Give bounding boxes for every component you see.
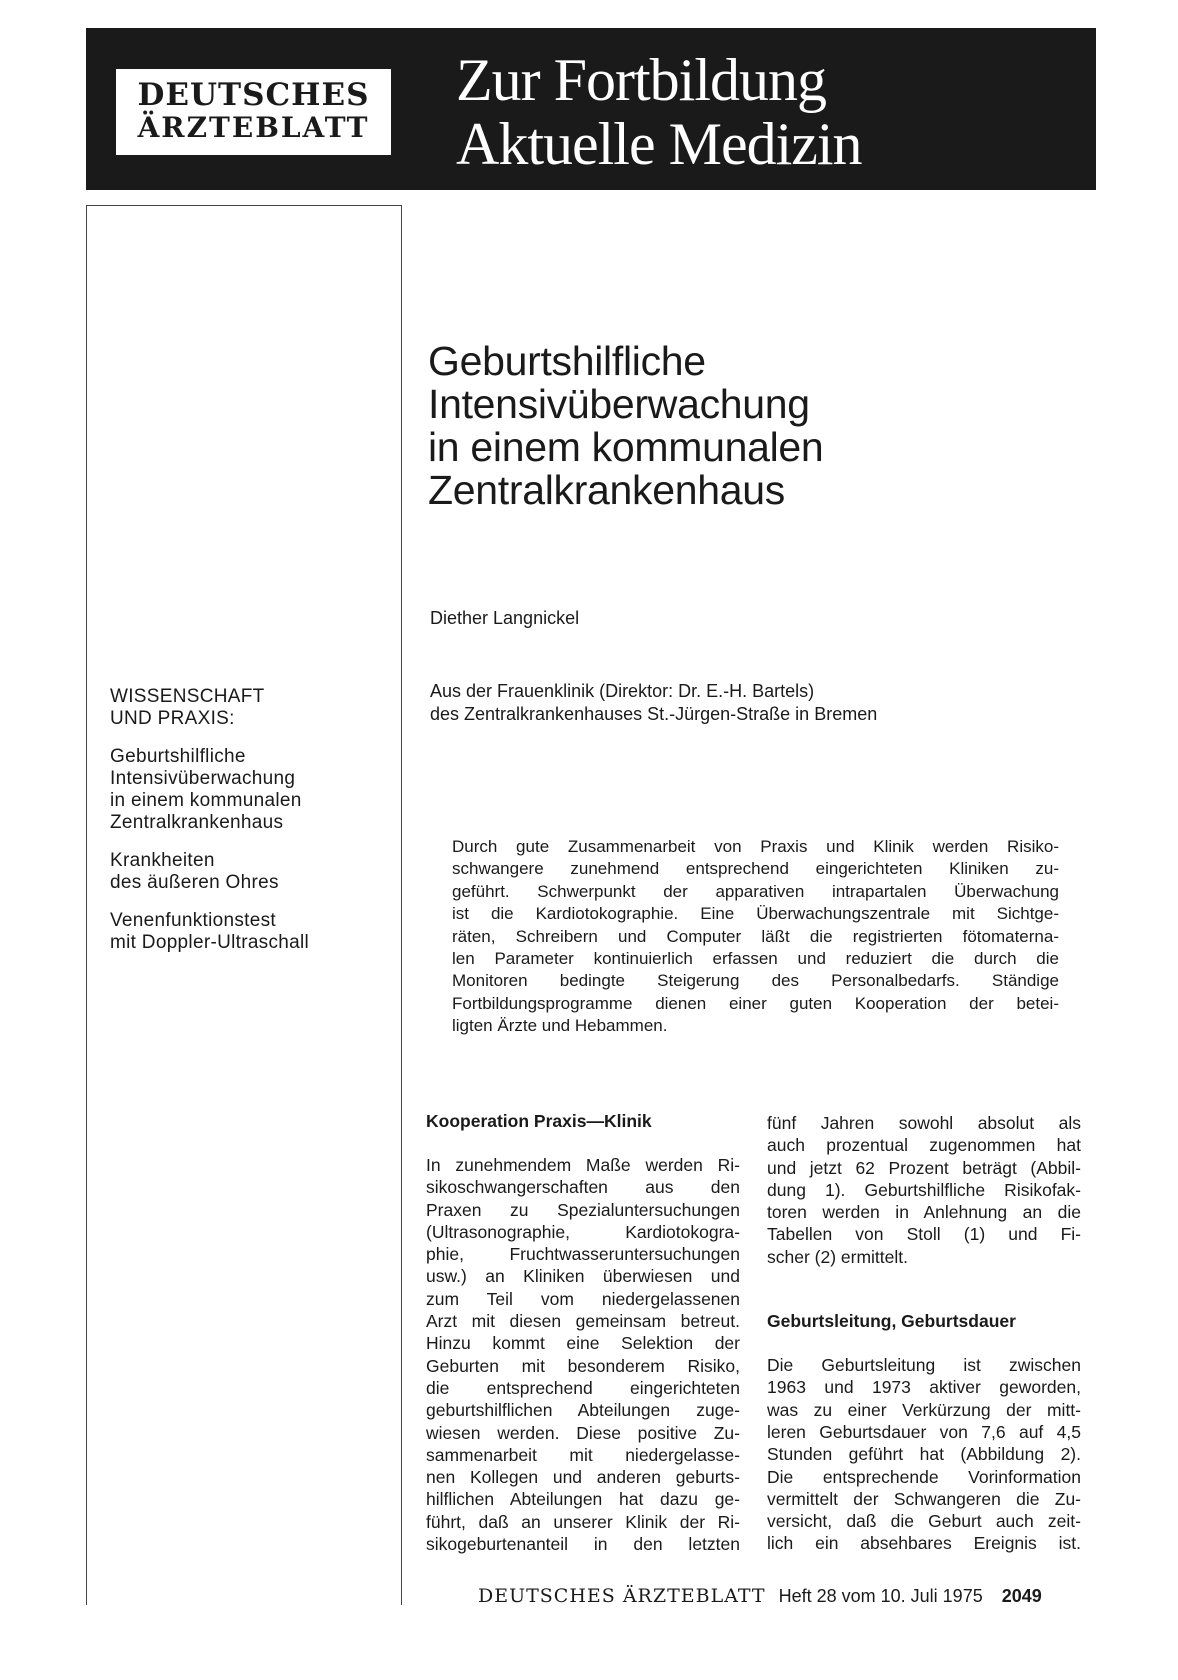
sidebar-item-line: Venenfunktionstest (110, 910, 276, 931)
section-title-line-1: Zur Fortbildung (456, 47, 826, 113)
body-line: geburtshilflichen Abteilungen zuge- (426, 1400, 740, 1421)
sidebar-item-line: Zentralkrankenhaus (110, 812, 284, 833)
body-line: 1963 und 1973 aktiver geworden, (767, 1377, 1081, 1398)
body-line: zum Teil vom niedergelassenen (426, 1288, 740, 1309)
logo-line-1: DEUTSCHES (137, 77, 370, 113)
affiliation (430, 680, 877, 726)
sidebar-item-ohr (110, 850, 400, 894)
sidebar-heading-line: UND PRAXIS: (110, 708, 235, 729)
sidebar-item-line: des äußeren Ohres (110, 872, 279, 893)
footer-publication: DEUTSCHES ÄRZTEBLATT (478, 1585, 766, 1607)
sidebar-heading-line: WISSENSCHAFT (110, 686, 265, 707)
abstract-line: Fortbildungsprogramme dienen einer guten Kooperation der betei- (452, 993, 1059, 1013)
body-line: phie, Fruchtwasseruntersuchungen (426, 1244, 740, 1265)
article-title-line: Intensivüberwachung (428, 381, 810, 427)
sidebar-item-geburtshilfe (110, 746, 400, 834)
logo-line-2: ÄRZTEBLATT (137, 111, 370, 144)
abstract-line: ligten Ärzte und Hebammen. (452, 1016, 668, 1036)
section-heading-kooperation: Kooperation Praxis—Klinik (426, 1111, 652, 1131)
abstract-line: ist die Kardiotokographie. Eine Überwachungszentrale mit Sichtge- (452, 904, 1059, 924)
section-title-line-2: Aktuelle Medizin (456, 111, 862, 177)
page-footer (478, 1585, 1042, 1607)
body-line: Die entsprechende Vorinformation (767, 1466, 1081, 1487)
affiliation-line: des Zentralkrankenhauses St.-Jürgen-Straße in Bremen (430, 704, 878, 724)
body-line: nen Kollegen und anderen geburts- (426, 1467, 740, 1488)
sidebar-item-line: Geburtshilfliche (110, 746, 246, 767)
abstract-line: Monitoren bedingte Steigerung des Personalbedarfs. Ständige (452, 971, 1059, 991)
body-line: sikogeburtenanteil in den letzten (426, 1534, 740, 1555)
body-line: fünf Jahren sowohl absolut als (767, 1113, 1081, 1133)
article-title (428, 340, 823, 512)
sidebar-contents (110, 686, 400, 970)
body-line: sikoschwangerschaften aus den (426, 1177, 740, 1198)
body-column-right (767, 1112, 1081, 1555)
body-line: (Ultrasonographie, Kardiotokogra- (426, 1221, 740, 1242)
body-line: sammenarbeit mit niedergelasse- (426, 1444, 740, 1465)
body-line: Arzt mit diesen gemeinsam betreut. (426, 1311, 740, 1332)
body-line: was zu einer Verkürzung der mitt- (767, 1399, 1081, 1420)
sidebar-item-line: in einem kommunalen (110, 790, 302, 811)
body-line: Stunden geführt hat (Abbildung 2). (767, 1444, 1081, 1465)
body-line: scher (2) ermittelt. (767, 1246, 908, 1267)
body-line: leren Geburtsdauer von 7,6 auf 4,5 (767, 1421, 1081, 1442)
article-title-line: Geburtshilfliche (428, 338, 706, 384)
abstract (452, 836, 1059, 1038)
body-line: auch prozentual zugenommen hat (767, 1135, 1081, 1156)
body-line: Hinzu kommt eine Selektion der (426, 1333, 740, 1354)
sidebar-item-line: Intensivüberwachung (110, 768, 296, 789)
body-line: führt, daß an unserer Klinik der Ri- (426, 1511, 740, 1532)
body-line: Geburten mit besonderem Risiko, (426, 1355, 740, 1376)
abstract-line: Durch gute Zusammenarbeit von Praxis und Klinik werden Risiko- (452, 837, 1059, 856)
abstract-line: geführt. Schwerpunkt der apparativen intrapartalen Überwachung (452, 881, 1059, 901)
body-line: usw.) an Kliniken überwiesen und (426, 1266, 740, 1287)
page-number: 2049 (1001, 1586, 1042, 1606)
author: Diether Langnickel (430, 608, 580, 628)
section-title (456, 48, 862, 176)
article-title-line: in einem kommunalen (428, 424, 824, 470)
journal-logo (116, 69, 391, 155)
sidebar-item-line: Krankheiten (110, 850, 215, 871)
body-line: wiesen werden. Diese positive Zu- (426, 1422, 740, 1443)
body-line: dung 1). Geburtshilfliche Risikofak- (767, 1179, 1081, 1200)
body-line: lich ein absehbares Ereignis ist. (767, 1533, 1081, 1554)
section-heading-geburtsleitung: Geburtsleitung, Geburtsdauer (767, 1311, 1016, 1332)
body-line: In zunehmendem Maße werden Ri- (426, 1155, 740, 1175)
body-line: vermittelt der Schwangeren die Zu- (767, 1488, 1081, 1509)
body-line: die entsprechend eingerichteten (426, 1377, 740, 1398)
sidebar-item-venen (110, 910, 400, 954)
body-line: Praxen zu Spezialuntersuchungen (426, 1199, 740, 1220)
abstract-line: schwangere zunehmend entsprechend eingerichteten Kliniken zu- (452, 859, 1059, 879)
body-line: und jetzt 62 Prozent beträgt (Abbil- (767, 1157, 1081, 1178)
body-line: Tabellen von Stoll (1) und Fi- (767, 1224, 1081, 1245)
affiliation-line: Aus der Frauenklinik (Direktor: Dr. E.-H. Bartels) (430, 681, 815, 701)
footer-issue: Heft 28 vom 10. Juli 1975 (778, 1586, 983, 1606)
abstract-line: len Parameter kontinuierlich erfassen und reduziert die durch die (452, 949, 1059, 969)
body-line: versicht, daß die Geburt auch zeit- (767, 1511, 1081, 1532)
sidebar-item-line: mit Doppler-Ultraschall (110, 932, 310, 953)
body-line: Die Geburtsleitung ist zwischen (767, 1355, 1081, 1376)
sidebar-heading (110, 686, 400, 730)
body-line: toren werden in Anlehnung an die (767, 1202, 1081, 1223)
body-line: hilflichen Abteilungen hat dazu ge- (426, 1489, 740, 1510)
body-column-left (426, 1110, 740, 1555)
header-banner (86, 28, 1096, 190)
article-title-line: Zentralkrankenhaus (428, 467, 785, 513)
abstract-line: räten, Schreibern und Computer läßt die registrierten fötomaterna- (452, 926, 1059, 946)
